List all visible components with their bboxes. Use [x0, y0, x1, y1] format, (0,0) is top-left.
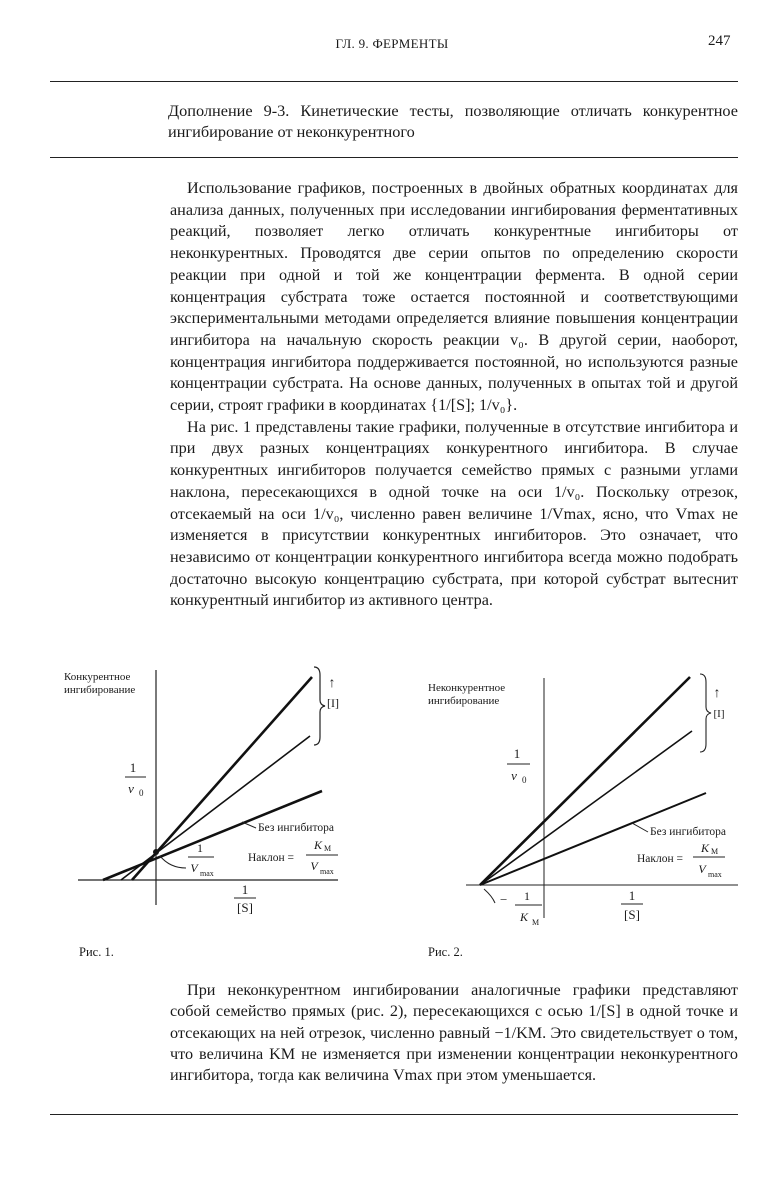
svg-text:max: max — [320, 867, 334, 876]
svg-text:K: K — [519, 910, 529, 924]
svg-text:K: K — [700, 841, 710, 855]
svg-text:V: V — [190, 861, 198, 875]
arrow-up-icon: ↑ — [328, 676, 336, 691]
svg-text:v: v — [128, 781, 134, 796]
fig2-inhibitor-label: [I] — [713, 708, 725, 720]
figure-2-caption: Рис. 2. — [428, 945, 463, 959]
supplement-title: Дополнение 9-3. Кинетические тесты, позволяющие отличать конкурентное ингибирование от неконкурентного — [168, 101, 738, 141]
inhibitor-brace — [314, 667, 325, 745]
svg-text:[S]: [S] — [624, 907, 640, 922]
svg-text:M: M — [324, 844, 332, 853]
page-number: 247 — [708, 33, 731, 49]
svg-text:K: K — [313, 838, 323, 852]
intercept-pointer — [160, 856, 186, 868]
svg-text:1: 1 — [197, 841, 203, 855]
svg-text:1: 1 — [513, 746, 521, 761]
paragraph-1: Использование графиков, построенных в двойных обратных координатах для анализа данных, полученных при исследовании ингибирования ферментативных реакций, позволяет легко отличать конкурентные ингибиторы от неконкурентных. Проводятся две серии опытов по определению скорости реакции при одной и той же концентрации фермента. В одной серии концентрация субстрата тоже остается постоянной и соответствующими экспериментальными методами определяется влияние повышения концентрации ингибитора на начальную скорость реакции v₀. В другой серии, наоборот, концентрация ингибитора поддерживается постоянной, но используются разные концентрации субстрата. На основе данных, полученных в опытах той и другой серии, строят графики в координатах {1/[S]; 1/v₀}. — [170, 179, 738, 415]
figure-2-plot — [410, 660, 770, 927]
bottom-divider — [50, 1114, 738, 1115]
fig1-inhibitor-label: [I] — [327, 696, 339, 710]
figure-1-competitive — [60, 660, 360, 959]
svg-text:0: 0 — [522, 775, 527, 785]
svg-text:v: v — [511, 768, 517, 783]
svg-text:max: max — [200, 869, 214, 878]
svg-text:Наклон =: Наклон = — [248, 852, 294, 864]
svg-text:[S]: [S] — [237, 900, 253, 915]
arrow-up-icon: ↑ — [713, 686, 721, 701]
svg-text:Наклон =: Наклон = — [637, 853, 683, 865]
paragraph-3: При неконкурентном ингибировании аналогичные графики представляют собой семейство прямых (рис. 2), пересекающихся с осью 1/[S] в одной точке и отсекающих на ней отрезок, численно равный −1/KM. Это свидетельствует о том, что величина KM не изменяется при изменении концентрации неконкурентного ингибитора, тогда как величина Vmax при этом уменьшается. — [170, 981, 738, 1085]
svg-text:1: 1 — [628, 888, 636, 903]
figure-1-plot — [60, 660, 360, 915]
body-text-upper — [170, 178, 738, 612]
title-divider — [50, 157, 738, 158]
line-high-inhibitor — [129, 677, 312, 880]
svg-text:1: 1 — [524, 889, 530, 903]
fig2-title-line2: ингибирование — [428, 695, 500, 707]
svg-text:M: M — [532, 918, 540, 927]
fig1-title-line2: ингибирование — [64, 684, 136, 696]
intercept-pointer — [484, 889, 495, 903]
fig2-title-line1: Неконкурентное — [428, 682, 506, 694]
fig2-no-inhibitor-label: Без ингибитора — [650, 826, 726, 838]
fig1-no-inhibitor-label: Без ингибитора — [258, 822, 334, 834]
svg-text:1: 1 — [129, 760, 137, 775]
inhibitor-brace — [700, 674, 711, 752]
svg-text:V: V — [310, 859, 318, 873]
figure-2-noncompetitive — [410, 660, 770, 959]
fig1-title-line1: Конкурентное — [64, 671, 131, 683]
running-head: ГЛ. 9. ФЕРМЕНТЫ — [335, 36, 449, 51]
figure-1-caption: Рис. 1. — [79, 945, 114, 959]
line-no-inhibitor — [480, 793, 706, 885]
intercept-point — [153, 849, 159, 855]
top-divider — [50, 81, 738, 82]
svg-text:max: max — [708, 870, 722, 879]
svg-text:1: 1 — [241, 882, 249, 897]
svg-text:−: − — [500, 892, 508, 907]
paragraph-2: На рис. 1 представлены такие графики, полученные в отсутствие ингибитора и при двух разных концентрациях конкурентного ингибитора. В случае конкурентных ингибиторов получается семейство прямых с разными углами наклона, пересекающихся в одной точке на оси 1/v₀. Поскольку отрезок, отсекаемый на оси 1/v₀, численно равен величине 1/Vmax, ясно, что Vmax не изменяется в присутствии конкурентных ингибиторов. Это означает, что независимо от концентрации конкурентного ингибитора всегда можно подобрать достаточно высокую концентрацию субстрата, при которой субстрат вытеснит конкурентный ингибитор из активного центра. — [170, 417, 738, 610]
line-no-inhibitor — [103, 791, 322, 880]
svg-text:0: 0 — [139, 788, 144, 798]
svg-text:V: V — [698, 862, 706, 876]
svg-text:M: M — [711, 847, 719, 856]
body-text-lower — [170, 980, 738, 1086]
